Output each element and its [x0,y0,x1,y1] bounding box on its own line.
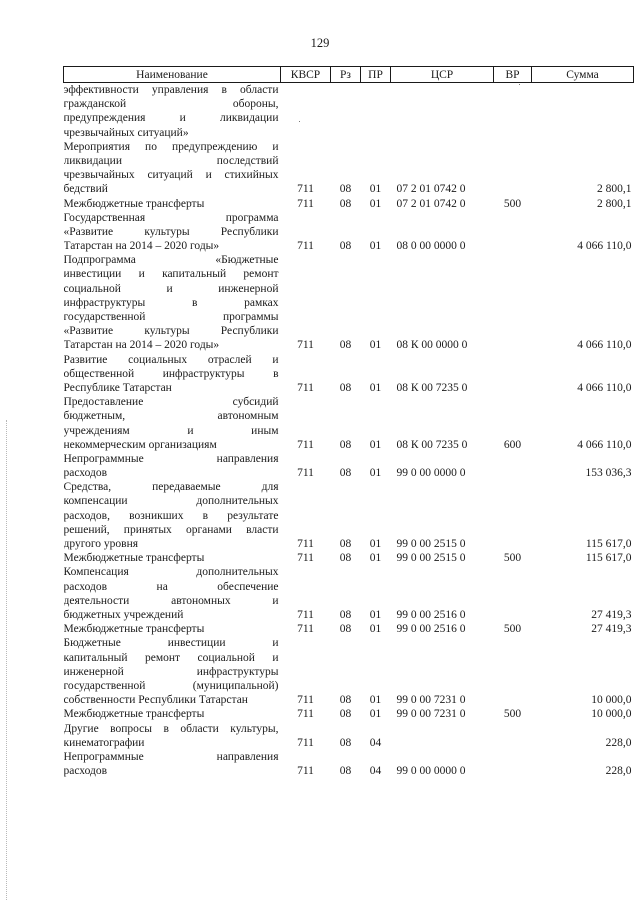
row-kvsr: 711 [297,197,314,210]
row-csr: 08 К 00 7235 0 [396,438,468,451]
row-kvsr: 711 [297,467,314,480]
table-row [64,197,634,211]
row-pr: 01 [369,538,382,550]
row-name-line: Непрограммные направления [63,750,279,763]
table-row [64,452,634,480]
header-kvsr: КВСР [281,67,331,83]
row-sum: 4 066 110,0 [577,240,632,253]
row-name-line: Компенсация дополнительных [63,566,279,579]
table-row [64,253,634,352]
table-row [64,395,634,452]
row-name-line: Бюджетные инвестиции и [63,637,279,650]
header-vr: ВР [494,67,532,83]
row-name-line: Государственная программа [63,211,279,224]
row-name-line: инвестиции и капитальный ремонт [63,268,279,281]
row-csr: 99 0 00 2516 0 [396,608,466,621]
row-vr [494,750,532,778]
row-sum: 27 419,3 [591,608,632,621]
row-vr [494,565,532,622]
row-sum: 4 066 110,0 [577,438,632,451]
row-sum: 2 800,1 [597,183,632,196]
row-vr: 500 [503,623,522,636]
row-name-line: деятельности автономных и [63,594,279,607]
row-name-line: Непрограммные направления [63,452,279,465]
row-vr [494,211,532,254]
row-vr [494,636,532,707]
row-kvsr: 711 [297,765,314,778]
row-name-line: эффективности управления в области [63,84,279,96]
row-csr: 08 0 00 0000 0 [396,240,466,253]
row-pr: 01 [369,552,382,565]
row-name-line: Мероприятия по предупреждению и [63,140,279,153]
row-name-line: Другие вопросы в области культуры, [63,722,279,735]
row-name [64,636,281,707]
row-vr [494,353,532,396]
row-rz: 08 [339,339,352,352]
row-name-line: учреждениям и иным [63,424,279,437]
table-row [64,750,634,778]
row-pr: 01 [369,197,382,210]
row-sum: 115 617,0 [585,552,632,565]
row-sum: 228,0 [605,765,632,778]
row-csr: 99 0 00 2515 0 [396,538,466,550]
row-rz [331,83,361,140]
row-name-line: капитальный ремонт социальной и [63,651,279,664]
row-rz: 08 [339,538,352,550]
row-sum: 10 000,0 [591,708,632,721]
row-name [64,452,281,480]
table-row [64,636,634,707]
row-name-line: чрезвычайных ситуаций и стихийных [63,169,279,182]
row-kvsr: 711 [297,623,314,636]
row-name-line: Республике Татарстан [63,381,172,394]
row-pr: 01 [369,623,382,636]
row-sum: 2 800,1 [597,197,632,210]
row-rz: 08 [339,438,352,451]
row-csr: 99 0 00 0000 0 [396,467,466,480]
header-sum: Сумма [532,67,634,83]
row-pr: 01 [369,694,382,707]
row-pr: 01 [369,240,382,253]
row-name [64,353,281,396]
row-name [64,480,281,551]
row-csr: 99 0 00 0000 0 [396,765,466,778]
table-row [64,707,634,721]
row-kvsr [281,83,331,140]
row-kvsr: 711 [297,538,314,550]
row-csr: 08 К 00 7235 0 [396,381,468,394]
row-csr: 99 0 00 7231 0 [396,708,466,721]
row-rz: 08 [339,623,352,636]
row-name-line: Предоставление субсидий [63,396,279,409]
table-row [64,722,634,750]
row-rz: 08 [339,765,352,778]
row-sum [532,83,634,140]
row-sum: 4 066 110,0 [577,381,632,394]
row-name-line: Межбюджетные трансферты [63,708,205,721]
row-kvsr: 711 [297,608,314,621]
row-name-line: государственной программы [63,311,279,324]
row-name [64,622,281,636]
row-rz: 08 [339,708,352,721]
row-name-line: предупреждения и ликвидации [63,112,279,125]
table-row [64,480,634,551]
row-name-line: социальной и инженерной [63,282,279,295]
row-name [64,140,281,197]
row-kvsr: 711 [297,736,314,749]
row-name-line: Средства, передаваемые для [63,481,279,494]
row-vr [494,480,532,551]
row-name-line: Межбюджетные трансферты [63,623,205,636]
row-name-line: бюджетных учреждений [63,608,184,621]
row-kvsr: 711 [297,708,314,721]
row-name-line: расходов, возникших в результате [63,509,279,522]
row-name [64,565,281,622]
row-name-line: кинематографии [63,736,145,749]
row-name-line: компенсации дополнительных [63,495,279,508]
row-kvsr: 711 [297,339,314,352]
table-row [64,211,634,254]
row-name [64,395,281,452]
row-kvsr: 711 [297,183,314,196]
row-rz: 08 [339,736,352,749]
table-row [64,83,634,140]
row-name [64,211,281,254]
table-row [64,353,634,396]
row-pr: 04 [369,765,382,778]
row-csr: 99 0 00 2515 0 [396,552,466,565]
row-csr: 99 0 00 2516 0 [396,623,466,636]
row-name-line: Подпрограмма «Бюджетные [63,254,279,267]
row-name-line: расходов [63,467,108,480]
page-number: 129 [310,36,330,50]
row-sum: 10 000,0 [591,694,632,707]
row-vr [494,253,532,352]
row-name-line: некоммерческим организациям [63,438,217,451]
row-rz: 08 [339,183,352,196]
row-pr: 04 [369,736,382,749]
row-name [64,83,281,140]
row-rz: 08 [339,197,352,210]
row-name-line: общественной инфраструктуры в [63,367,279,380]
row-name-line: собственности Республики Татарстан [63,694,248,707]
row-sum: 27 419,3 [591,623,632,636]
row-name-line: бюджетным, автономным [63,410,279,423]
row-vr [494,722,532,750]
row-name [64,197,281,211]
row-csr: 07 2 01 0742 0 [396,197,466,210]
row-csr: 07 2 01 0742 0 [396,183,466,196]
row-rz: 08 [339,694,352,707]
row-name-line: Татарстан на 2014 – 2020 годы» [63,339,220,352]
row-rz: 08 [339,381,352,394]
row-vr [494,83,532,140]
table-row [64,565,634,622]
row-vr [494,140,532,197]
row-name-line: другого уровня [63,538,139,551]
row-pr: 01 [369,467,382,480]
row-csr: 99 0 00 7231 0 [396,694,466,707]
row-kvsr: 711 [297,381,314,394]
row-name-line: бедствий [63,183,108,196]
row-name-line: государственной (муниципальной) [63,679,279,692]
row-name-line: Татарстан на 2014 – 2020 годы» [63,240,220,253]
row-pr: 01 [369,708,382,721]
row-csr: 08 К 00 0000 0 [396,339,468,352]
row-sum: 228,0 [605,736,632,749]
header-row [64,67,634,83]
row-kvsr: 711 [297,694,314,707]
row-pr: 01 [369,608,382,621]
table-body [64,83,634,779]
header-pr: ПР [361,67,391,83]
row-kvsr: 711 [297,240,314,253]
row-pr: 01 [369,183,382,196]
row-vr [494,452,532,480]
row-name-line: «Развитие культуры Республики [63,225,279,238]
row-kvsr: 711 [297,552,314,565]
table-row [64,140,634,197]
row-name-line: решений, принятых органами власти [63,523,279,536]
row-rz: 08 [339,467,352,480]
row-name-line: чрезвычайных ситуаций» [63,126,189,139]
row-name [64,722,281,750]
row-vr: 600 [503,438,522,451]
scan-speck [299,121,300,122]
row-sum: 4 066 110,0 [577,339,632,352]
table-row [64,622,634,636]
row-rz: 08 [339,240,352,253]
row-csr [391,722,494,750]
row-name [64,253,281,352]
row-name-line: расходов на обеспечение [63,580,279,593]
row-name-line: Развитие социальных отраслей и [63,353,279,366]
row-sum: 115 617,0 [585,538,632,550]
header-csr: ЦСР [391,67,494,83]
row-name [64,750,281,778]
row-vr: 500 [503,708,522,721]
row-kvsr: 711 [297,438,314,451]
row-pr: 01 [369,381,382,394]
row-name-line: «Развитие культуры Республики [63,325,279,338]
row-rz: 08 [339,608,352,621]
row-name-line: инфраструктуры в рамках [63,296,279,309]
row-name-line: инженерной инфраструктуры [63,665,279,678]
row-pr [361,83,391,140]
row-name-line: Межбюджетные трансферты [63,197,205,210]
header-rz: Рз [331,67,361,83]
row-pr: 01 [369,438,382,451]
header-name: Наименование [64,67,281,83]
scan-edge-dots [6,420,8,900]
budget-table [63,66,634,778]
row-name-line: гражданской обороны, [63,98,279,111]
row-name [64,551,281,565]
table-row [64,551,634,565]
row-sum: 153 036,3 [585,467,632,480]
row-rz: 08 [339,552,352,565]
row-vr: 500 [503,197,522,210]
row-csr [391,83,494,140]
row-name [64,707,281,721]
row-vr: 500 [503,552,522,565]
row-name-line: Межбюджетные трансферты [63,552,205,565]
row-pr: 01 [369,339,382,352]
row-name-line: расходов [63,765,108,778]
scan-speck [519,84,520,85]
row-name-line: ликвидации последствий [63,154,279,167]
